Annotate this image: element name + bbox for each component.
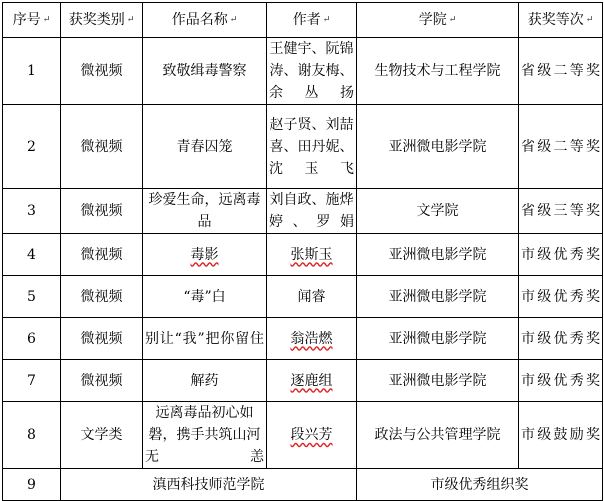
cell-college: 政法与公共管理学院 <box>357 402 519 469</box>
cell-organization: 滇西科技师范学院 <box>61 469 357 501</box>
cell-level: 市级优秀奖 <box>519 276 603 318</box>
cell-author: 王健宇、阮锦涛、谢友梅、余丛扬 <box>267 38 357 105</box>
cell-author: 张斯玉 <box>267 234 357 276</box>
table-row <box>3 234 603 276</box>
cell-category: 微视频 <box>61 105 143 189</box>
cell-no: 8 <box>3 402 61 469</box>
cell-college: 亚洲微电影学院 <box>357 105 519 189</box>
cell-title: 解药 <box>143 360 267 402</box>
award-table <box>2 2 603 501</box>
cell-college: 生物技术与工程学院 <box>357 38 519 105</box>
cell-title: 致敬缉毒警察 <box>143 38 267 105</box>
cell-no: 3 <box>3 189 61 234</box>
cell-college: 亚洲微电影学院 <box>357 318 519 360</box>
cell-category: 微视频 <box>61 189 143 234</box>
cell-category: 微视频 <box>61 234 143 276</box>
cell-college: 亚洲微电影学院 <box>357 360 519 402</box>
table-row <box>3 402 603 469</box>
header-cell-no: 序号 ↵ <box>3 3 61 38</box>
header-cell-author: 作者 ↵ <box>267 3 357 38</box>
cell-level: 市级鼓励奖 <box>519 402 603 469</box>
cell-author: 段兴芳 <box>267 402 357 469</box>
header-cell-college: 学院 ↵ <box>357 3 519 38</box>
header-row <box>3 3 603 38</box>
cell-no: 6 <box>3 318 61 360</box>
cell-title: “毒”白 <box>143 276 267 318</box>
cell-category: 微视频 <box>61 38 143 105</box>
cell-title: 珍爱生命，远离毒品 <box>143 189 267 234</box>
cell-title: 远离毒品初心如磐，携手共筑山河无恙 <box>143 402 267 469</box>
cell-author: 逐鹿组 <box>267 360 357 402</box>
cell-title: 别让“我”把你留住 <box>143 318 267 360</box>
header-cell-category: 获奖类别 ↵ <box>61 3 143 38</box>
cell-college: 亚洲微电影学院 <box>357 234 519 276</box>
cell-level: 省级三等奖 <box>519 189 603 234</box>
table-row <box>3 318 603 360</box>
cell-level: 市级优秀奖 <box>519 318 603 360</box>
cell-no: 2 <box>3 105 61 189</box>
table-row <box>3 276 603 318</box>
cell-no: 1 <box>3 38 61 105</box>
cell-category: 文学类 <box>61 402 143 469</box>
header-cell-level: 获奖等次 ↵ <box>519 3 603 38</box>
cell-college: 文学院 <box>357 189 519 234</box>
table-row <box>3 189 603 234</box>
cell-title: 毒影 <box>143 234 267 276</box>
cell-author: 刘自政、施烨婷、罗娟 <box>267 189 357 234</box>
cell-level: 市级优秀奖 <box>519 360 603 402</box>
header-cell-title: 作品名称 ↵ <box>143 3 267 38</box>
cell-category: 微视频 <box>61 276 143 318</box>
cell-college: 亚洲微电影学院 <box>357 276 519 318</box>
cell-author: 赵子贤、刘喆喜、田丹妮、沈玉飞 <box>267 105 357 189</box>
table-row <box>3 38 603 105</box>
cell-no: 7 <box>3 360 61 402</box>
table-row <box>3 105 603 189</box>
cell-no: 4 <box>3 234 61 276</box>
cell-organization-award: 市级优秀组织奖 <box>357 469 603 501</box>
cell-level: 市级优秀奖 <box>519 234 603 276</box>
cell-level: 省级二等奖 <box>519 38 603 105</box>
cell-category: 微视频 <box>61 360 143 402</box>
table-row <box>3 360 603 402</box>
cell-no: 5 <box>3 276 61 318</box>
cell-author: 翁浩燃 <box>267 318 357 360</box>
footer-row <box>3 469 603 501</box>
cell-title: 青春囚笼 <box>143 105 267 189</box>
cell-category: 微视频 <box>61 318 143 360</box>
cell-level: 省级二等奖 <box>519 105 603 189</box>
cell-no: 9 <box>3 469 61 501</box>
cell-author: 闻睿 <box>267 276 357 318</box>
